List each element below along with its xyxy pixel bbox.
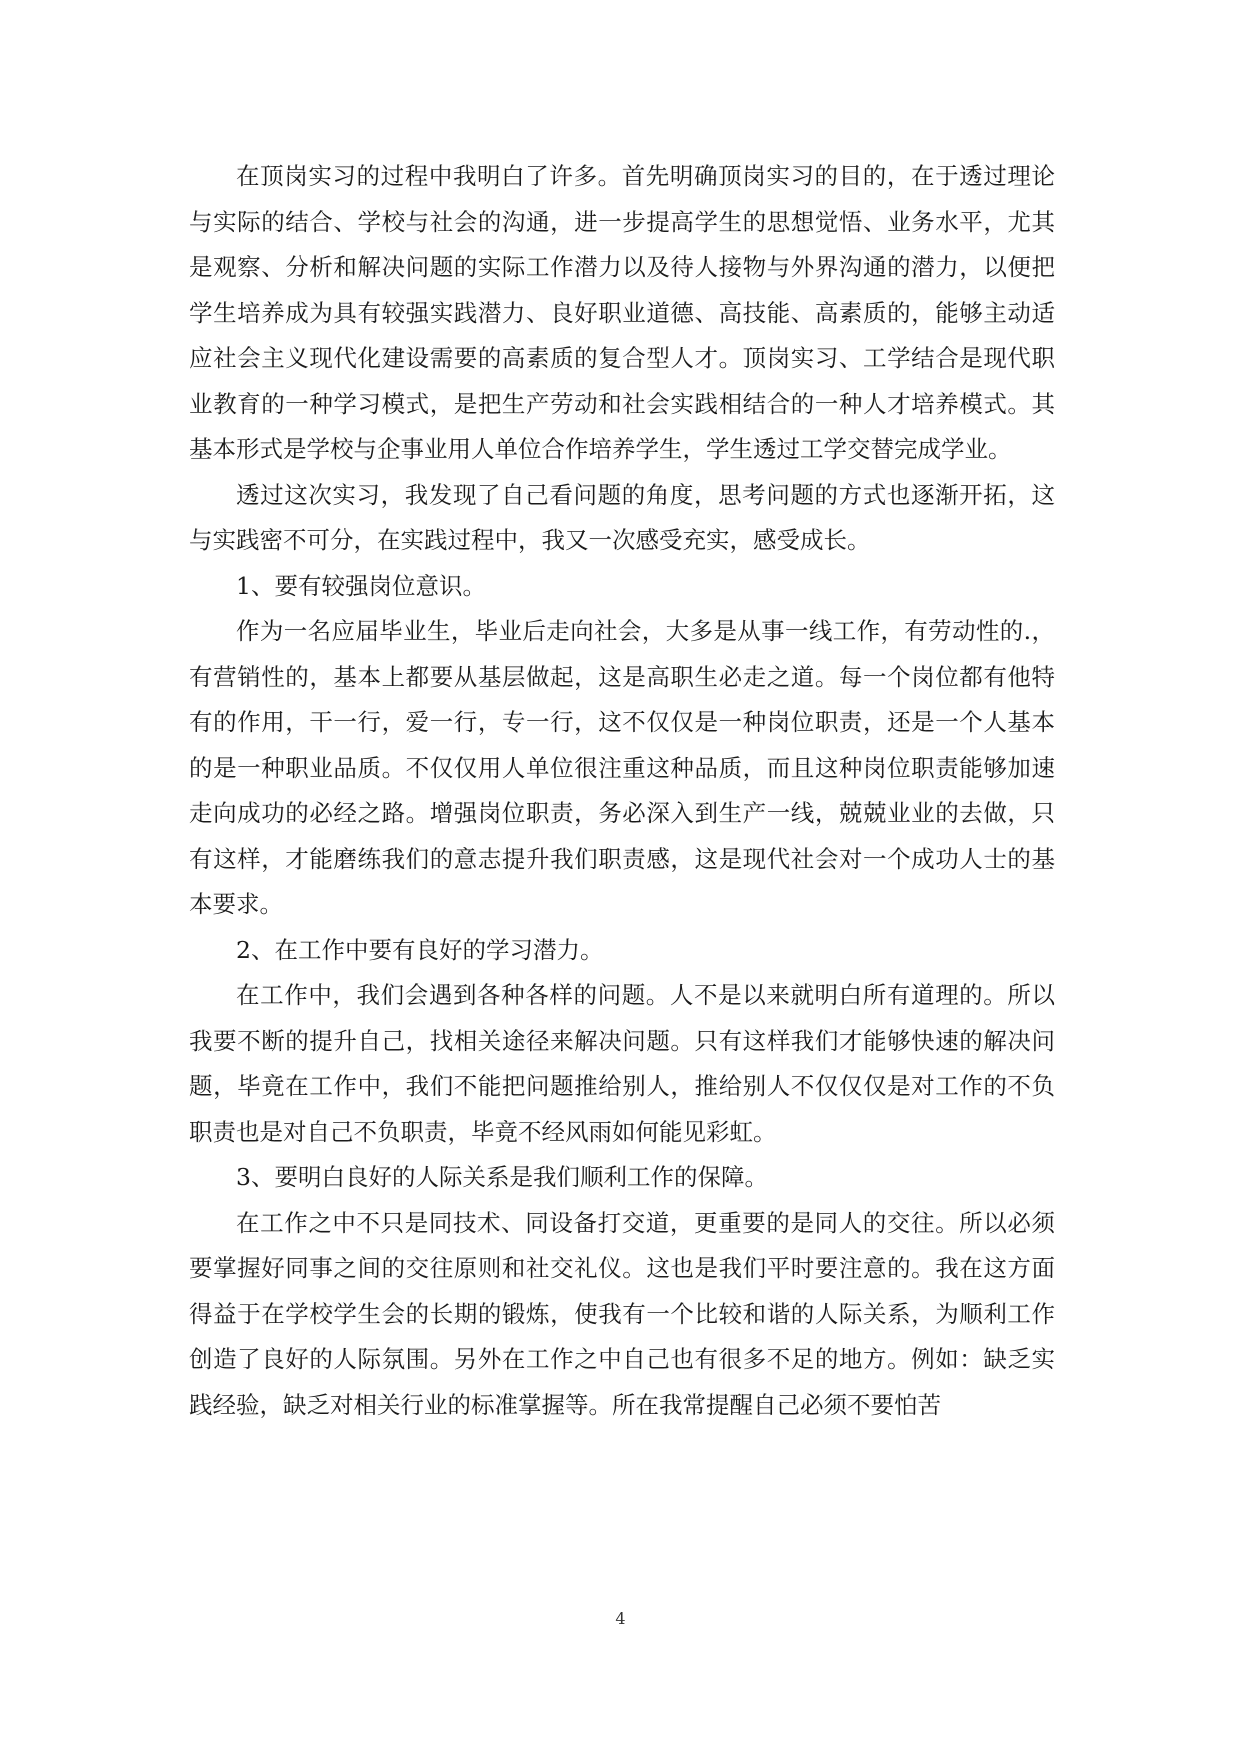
- paragraph-point-2: 在工作中，我们会遇到各种各样的问题。人不是以来就明白所有道理的。所以我要不断的提升自己，找相关途径来解决问题。只有这样我们才能够快速的解决问题，毕竟在工作中，我们不能把问题推给别人，推给别人不仅仅仅是对工作的不负职责也是对自己不负职责，毕竟不经风雨如何能见彩虹。: [189, 981, 1055, 1146]
- paragraph-point-3: 在工作之中不只是同技术、同设备打交道，更重要的是同人的交往。所以必须要掌握好同事之间的交往原则和社交礼仪。这也是我们平时要注意的。我在这方面得益于在学校学生会的长期的锻炼，使我有一个比较和谐的人际关系，为顺利工作创造了良好的人际氛围。另外在工作之中自己也有很多不足的地方。例如：缺乏实践经验，缺乏对相关行业的标准掌握等。所在我常提醒自己必须不要怕苦: [189, 1208, 1055, 1419]
- paragraph-point-1: 作为一名应届毕业生，毕业后走向社会，大多是从事一线工作，有劳动性的.，有营销性的，基本上都要从基层做起，这是高职生必走之道。每一个岗位都有他特有的作用，干一行，爱一行，专一行，这不仅仅是一种岗位职责，还是一个人基本的是一种职业品质。不仅仅用人单位很注重这种品质，而且这种岗位职责能够加速走向成功的必经之路。增强岗位职责，务必深入到生产一线，兢兢业业的去做，只有这样，才能磨练我们的意志提升我们职责感，这是现代社会对一个成功人士的基本要求。: [189, 617, 1055, 918]
- heading-point-1: 1、要有较强岗位意识。: [236, 571, 486, 600]
- heading-point-3: 3、要明白良好的人际关系是我们顺利工作的保障。: [236, 1163, 768, 1191]
- body-text: [189, 154, 1055, 1428]
- heading-point-2: 2、在工作中要有良好的学习潜力。: [236, 935, 604, 964]
- paragraph-reflection: 透过这次实习，我发现了自己看问题的角度，思考问题的方式也逐渐开拓，这与实践密不可分，在实践过程中，我又一次感受充实，感受成长。: [189, 480, 1055, 554]
- page-number: 4: [615, 1609, 626, 1628]
- paragraph-intro: 在顶岗实习的过程中我明白了许多。首先明确顶岗实习的目的，在于透过理论与实际的结合、学校与社会的沟通，进一步提高学生的思想觉悟、业务水平，尤其是观察、分析和解决问题的实际工作潜力以及待人接物与外界沟通的潜力，以便把学生培养成为具有较强实践潜力、良好职业道德、高技能、高素质的，能够主动适应社会主义现代化建设需要的高素质的复合型人才。顶岗实习、工学结合是现代职业教育的一种学习模式，是把生产劳动和社会实践相结合的一种人才培养模式。其基本形式是学校与企事业用人单位合作培养学生，学生透过工学交替完成学业。: [189, 162, 1055, 463]
